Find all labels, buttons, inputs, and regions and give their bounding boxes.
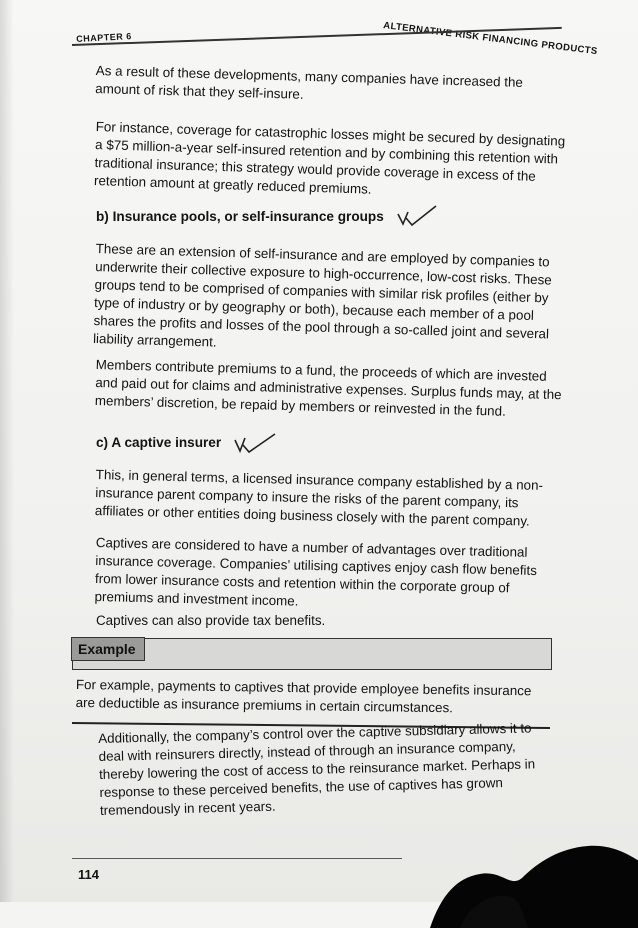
hand-shadow-image [410,808,638,928]
handwritten-tick-icon [231,430,277,456]
page-number: 114 [78,867,99,882]
paragraph-6: Captives are considered to have a number of advantages over traditional insurance coverage. Companies’ utilising captives enjoy cash flow benefits from lower insurance costs and retention within the corporate group of premiums and investment income. [94,534,538,609]
page-edge-shadow [0,0,14,902]
paragraph-after-example: Additionally, the company’s control over the captive subsidiary allows it to deal with reinsurers directly, instead of through an insurance company, thereby lowering the cost of access to the reinsurance market. Perhaps in response to these perceived benefits, the use of captives has grown tremendously in recent years. [98,720,536,818]
example-box [72,638,552,670]
running-header [72,6,599,58]
heading-c-text: c) A captive insurer [96,435,222,450]
paragraph-1: As a result of these developments, many companies have increased the amount of risk that they self-insure. [95,62,524,102]
chapter-label: CHAPTER 6 [76,31,132,44]
heading-b-text: b) Insurance pools, or self-insurance groups [96,209,384,224]
heading-captive-insurer [96,430,277,456]
handwritten-tick-icon [394,204,440,230]
paragraph-4: Members contribute premiums to a fund, the proceeds of which are invested and paid out for claims and administrative expenses. Surplus funds may, at the members’ discretion, be repaid by members or reinvested in the fund. [94,356,562,419]
paragraph-3: These are an extension of self-insurance and are employed by companies to underwrite their collective exposure to high-occurrence, low-cost risks. These groups tend to be comprised of companies with similar risk profiles (either by type of industry or by geography or both), because each member of a pool shares the profits and losses of the pool through a so-called joint and several liability arrangement. [92,240,552,350]
footer-rule [72,858,402,859]
heading-insurance-pools [96,204,440,230]
paragraph-2: For instance, coverage for catastrophic losses might be secured by designating a $75 million-a-year self-insured retention and by combining this retention with traditional insurance; this strategy would provide coverage in excess of the retention amount at greatly reduced premiums. [93,118,566,197]
section-title: ALTERNATIVE RISK FINANCING PRODUCTS [382,20,599,58]
example-text: For example, payments to captives that provide employee benefits insurance are deductible as insurance premiums in certain circumstances. [75,676,532,716]
paragraph-5: This, in general terms, a licensed insurance company established by a non-insurance parent company to insure the risks of the parent company, its affiliates or other entities doing business closely with the parent company. [94,466,544,529]
paragraph-7: Captives can also provide tax benefits. [96,613,326,628]
example-label: Example [71,637,145,661]
